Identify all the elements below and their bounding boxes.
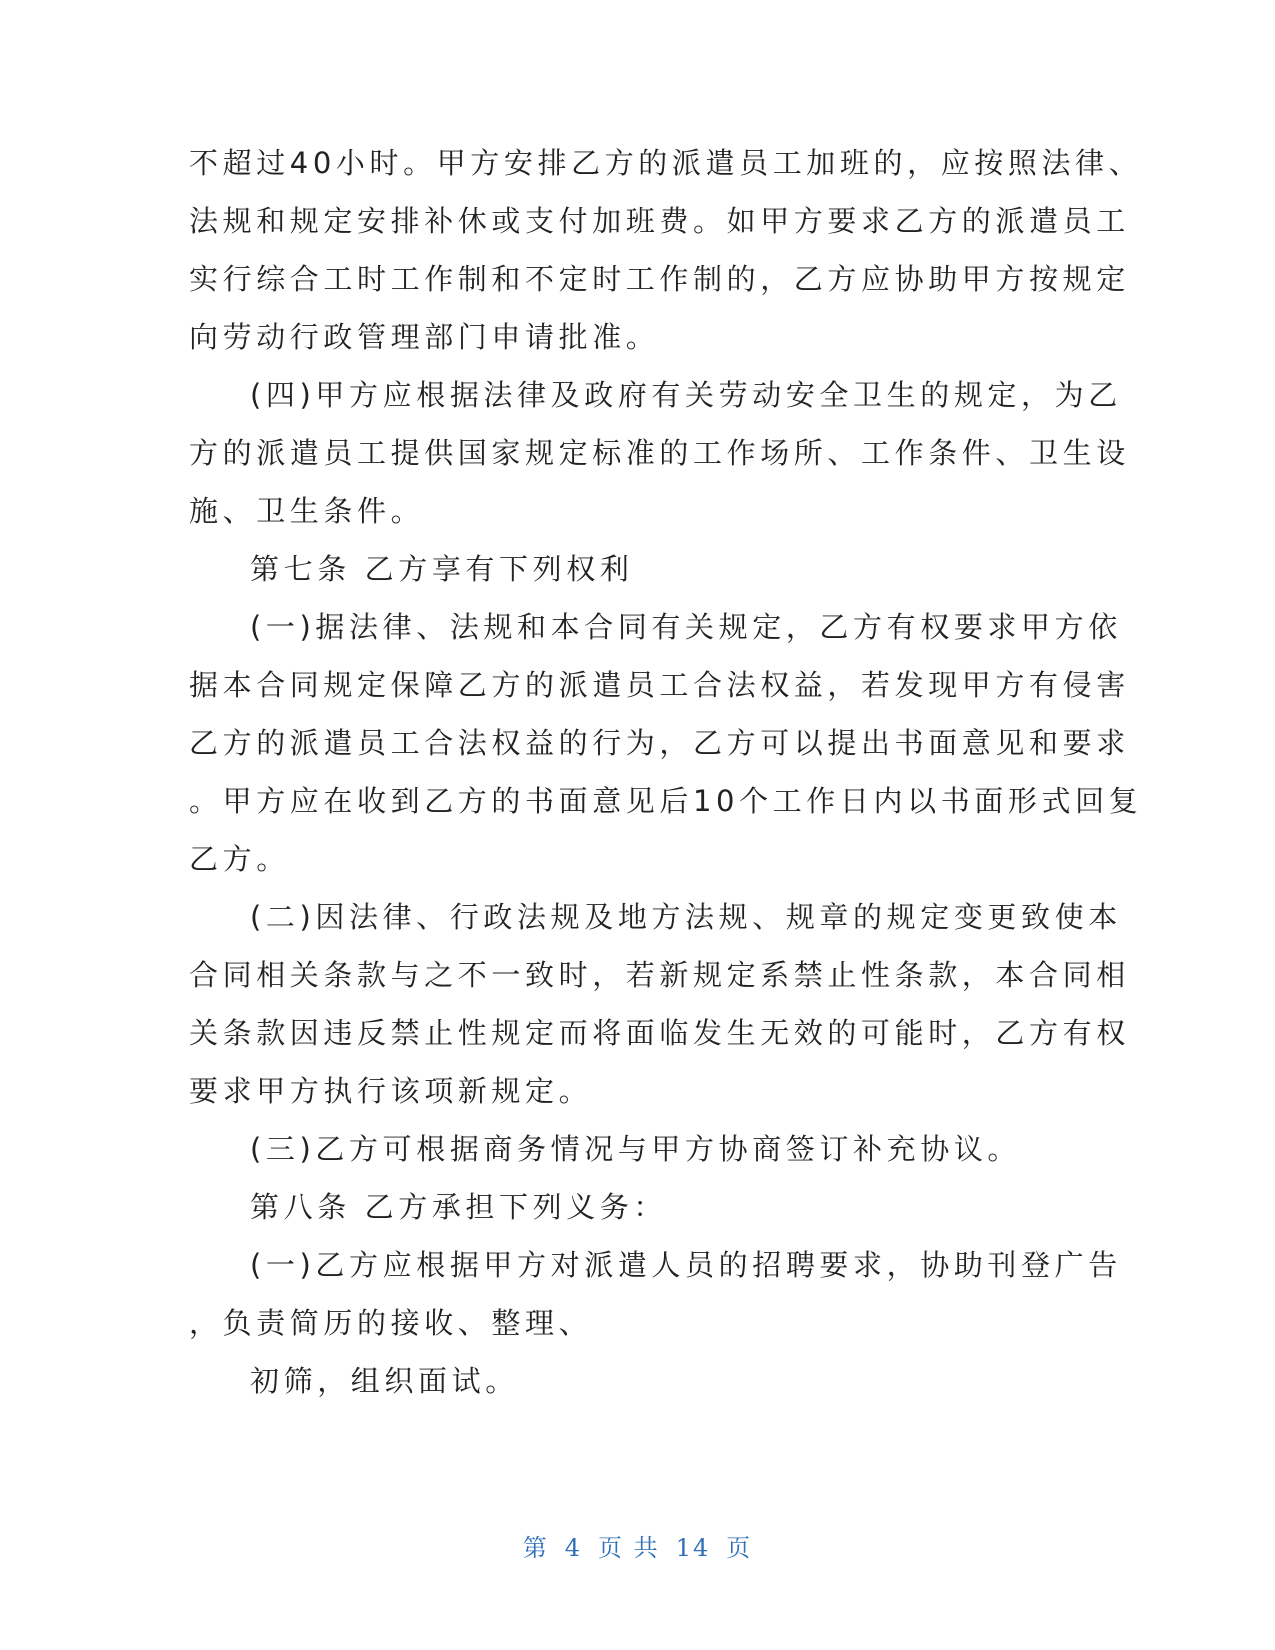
- text-line: (一)乙方应根据甲方对派遣人员的招聘要求，协助刊登广告: [250, 1248, 1122, 1282]
- page-footer: [0, 1528, 1275, 1563]
- section-heading: 第七条 乙方享有下列权利: [250, 552, 634, 586]
- text-line: 初筛，组织面试。: [250, 1364, 519, 1398]
- text-line: 实行综合工时工作制和不定时工作制的，乙方应协助甲方按规定: [189, 262, 1130, 296]
- section-heading: 第八条 乙方承担下列义务：: [250, 1190, 668, 1224]
- text-line: 不超过40小时。甲方安排乙方的派遣员工加班的，应按照法律、: [189, 146, 1143, 180]
- text-line: 方的派遣员工提供国家规定标准的工作场所、工作条件、卫生设: [189, 436, 1130, 470]
- text-line: (四)甲方应根据法律及政府有关劳动安全卫生的规定，为乙: [250, 378, 1122, 412]
- text-line: 。甲方应在收到乙方的书面意见后10个工作日内以书面形式回复: [189, 784, 1143, 818]
- total-pages-number: 14: [675, 1534, 711, 1562]
- text-line: 关条款因违反禁止性规定而将面临发生无效的可能时，乙方有权: [189, 1016, 1130, 1050]
- text-line: 据本合同规定保障乙方的派遣员工合法权益，若发现甲方有侵害: [189, 668, 1130, 702]
- text-line: 施、卫生条件。: [189, 494, 425, 528]
- text-line: 向劳动行政管理部门申请批准。: [189, 320, 660, 354]
- text-line: (一)据法律、法规和本合同有关规定，乙方有权要求甲方依: [250, 610, 1122, 644]
- text-line: 法规和规定安排补休或支付加班费。如甲方要求乙方的派遣员工: [189, 204, 1130, 238]
- text-line: 要求甲方执行该项新规定。: [189, 1074, 593, 1108]
- text-line: ，负责简历的接收、整理、: [189, 1306, 593, 1340]
- text-line: (三)乙方可根据商务情况与甲方协商签订补充协议。: [250, 1132, 1022, 1166]
- footer-suffix: 页: [726, 1534, 753, 1562]
- footer-prefix: 第: [522, 1534, 549, 1562]
- footer-middle: 页 共: [598, 1534, 660, 1562]
- text-line: 乙方的派遣员工合法权益的行为，乙方可以提出书面意见和要求: [189, 726, 1130, 760]
- current-page-number: 4: [564, 1534, 583, 1562]
- text-line: (二)因法律、行政法规及地方法规、规章的规定变更致使本: [250, 900, 1122, 934]
- text-line: 乙方。: [189, 842, 290, 876]
- text-line: 合同相关条款与之不一致时，若新规定系禁止性条款，本合同相: [189, 958, 1130, 992]
